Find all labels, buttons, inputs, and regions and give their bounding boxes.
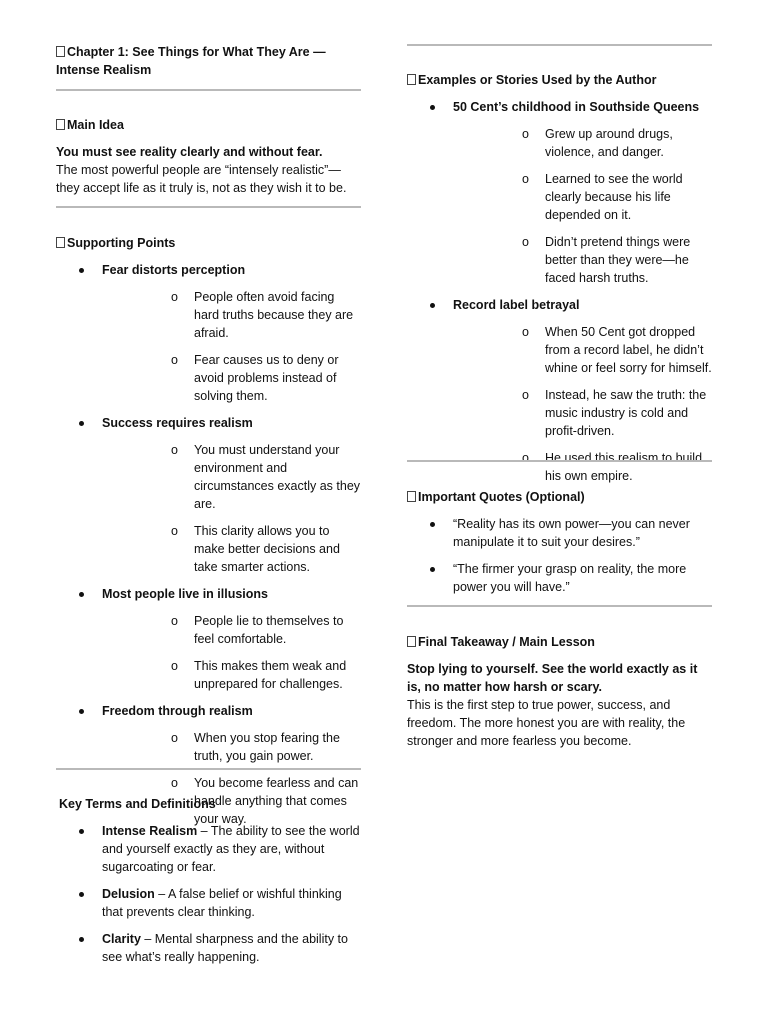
sub-item-text: Grew up around drugs, violence, and danger. xyxy=(545,127,673,159)
term-def: – A false belief or wishful thinking that prevents clear thinking. xyxy=(102,887,342,919)
main-idea-bold: You must see reality clearly and without fear. xyxy=(56,145,323,159)
takeaway-text: This is the first step to true power, success, and freedom. The more honest you are with reality, the stronger and more fearless you become. xyxy=(407,698,686,748)
sub-item: o He used this realism to build his own empire. xyxy=(522,451,703,483)
sub-item: o People lie to themselves to feel comfortable. xyxy=(171,614,344,646)
box-icon xyxy=(56,46,65,57)
sub-item-text: This makes them weak and unprepared for challenges. xyxy=(194,659,347,691)
sub-item: o Instead, he saw the truth: the music industry is cold and profit-driven. xyxy=(522,388,707,438)
divider xyxy=(56,768,361,770)
examples-heading: Examples or Stories Used by the Author xyxy=(418,73,657,87)
terms-section xyxy=(56,795,361,966)
chapter-title-line1: Chapter 1: See Things for What They Are — xyxy=(67,45,326,59)
term-item xyxy=(56,885,361,921)
list-item-title: Freedom through realism xyxy=(102,704,253,718)
sub-item: o When 50 Cent got dropped from a record label, he didn’t whine or feel sorry for himself. xyxy=(522,325,712,375)
term-name: Intense Realism xyxy=(102,824,198,838)
examples-list xyxy=(407,98,712,485)
sub-item-text: Didn’t pretend things were better than they were—he faced harsh truths. xyxy=(545,235,691,285)
list-item-title: Most people live in illusions xyxy=(102,587,268,601)
divider xyxy=(407,460,712,462)
quote-text: “Reality has its own power—you can never manipulate it to suit your desires.” xyxy=(453,517,690,549)
sub-item: o This clarity allows you to make better decisions and take smarter actions. xyxy=(171,524,340,574)
divider xyxy=(56,89,361,91)
sub-item: o When you stop fearing the truth, you gain power. xyxy=(171,731,340,763)
term-name: Delusion xyxy=(102,887,155,901)
list-item xyxy=(407,98,712,287)
list-item xyxy=(407,296,712,485)
sub-item-text: You become fearless and can handle anything that comes your way. xyxy=(194,776,359,826)
sub-item: o Fear causes us to deny or avoid problems instead of solving them. xyxy=(171,353,339,403)
quote-item xyxy=(407,560,712,596)
list-item-title: 50 Cent’s childhood in Southside Queens xyxy=(453,100,700,114)
takeaway-heading: Final Takeaway / Main Lesson xyxy=(418,635,595,649)
sub-item: o Grew up around drugs, violence, and danger. xyxy=(522,127,673,159)
sub-item-text: People lie to themselves to feel comfortable. xyxy=(194,614,344,646)
list-item-title: Record label betrayal xyxy=(453,298,580,312)
terms-heading: Key Terms and Definitions xyxy=(59,797,216,811)
box-icon xyxy=(407,636,416,647)
sub-item-text: Fear causes us to deny or avoid problems instead of solving them. xyxy=(194,353,339,403)
sub-item: o This makes them weak and unprepared for challenges. xyxy=(171,659,347,691)
list-item xyxy=(56,414,361,576)
sub-item: o People often avoid facing hard truths because they are afraid. xyxy=(171,290,354,340)
divider xyxy=(407,44,712,46)
term-item xyxy=(56,930,361,966)
list-item-title: Fear distorts perception xyxy=(102,263,246,277)
list-item xyxy=(56,585,361,693)
main-idea-section xyxy=(56,116,361,197)
main-idea-text: The most powerful people are “intensely realistic”—they accept life as it truly is, not as they wish it to be. xyxy=(56,163,347,195)
quotes-heading: Important Quotes (Optional) xyxy=(418,490,585,504)
supporting-list xyxy=(56,261,361,828)
box-icon xyxy=(56,237,65,248)
sub-item: o Didn’t pretend things were better than they were—he faced harsh truths. xyxy=(522,235,691,285)
divider xyxy=(56,206,361,208)
main-idea-heading: Main Idea xyxy=(67,118,124,132)
sub-item-text: Instead, he saw the truth: the music industry is cold and profit-driven. xyxy=(545,388,707,438)
list-item-title: Success requires realism xyxy=(102,416,253,430)
box-icon xyxy=(407,491,416,502)
sub-item-text: This clarity allows you to make better decisions and take smarter actions. xyxy=(194,524,340,574)
list-item xyxy=(56,261,361,405)
sub-item: o You must understand your environment and circumstances exactly as they are. xyxy=(171,443,361,511)
sub-item-text: He used this realism to build his own empire. xyxy=(545,451,703,483)
term-def: – The ability to see the world and yourself exactly as they are, without sugarcoating or fear. xyxy=(102,824,360,874)
terms-list xyxy=(56,822,361,966)
divider xyxy=(407,605,712,607)
supporting-heading: Supporting Points xyxy=(67,236,176,250)
quote-item xyxy=(407,515,712,551)
term-item xyxy=(56,822,361,876)
sub-item-text: Learned to see the world clearly because his life depended on it. xyxy=(545,172,683,222)
term-name: Clarity xyxy=(102,932,141,946)
takeaway-bold: Stop lying to yourself. See the world exactly as it is, no matter how harsh or scary. xyxy=(407,662,698,694)
sub-item-text: When you stop fearing the truth, you gain power. xyxy=(194,731,340,763)
quotes-section xyxy=(407,488,712,596)
chapter-title-line2: Intense Realism xyxy=(56,63,152,77)
sub-item: o You become fearless and can handle anything that comes your way. xyxy=(171,776,359,826)
takeaway-section xyxy=(407,633,712,750)
sub-item-text: People often avoid facing hard truths because they are afraid. xyxy=(194,290,354,340)
quote-text: “The firmer your grasp on reality, the more power you will have.” xyxy=(453,562,687,594)
box-icon xyxy=(407,74,416,85)
supporting-section xyxy=(56,234,361,828)
sub-item-text: When 50 Cent got dropped from a record label, he didn’t whine or feel sorry for himself. xyxy=(545,325,712,375)
chapter-title xyxy=(56,43,361,79)
term-def: – Mental sharpness and the ability to see what’s really happening. xyxy=(102,932,348,964)
sub-item-text: You must understand your environment and circumstances exactly as they are. xyxy=(194,443,361,511)
examples-section xyxy=(407,71,712,485)
quotes-list xyxy=(407,515,712,596)
sub-item: o Learned to see the world clearly because his life depended on it. xyxy=(522,172,683,222)
box-icon xyxy=(56,119,65,130)
